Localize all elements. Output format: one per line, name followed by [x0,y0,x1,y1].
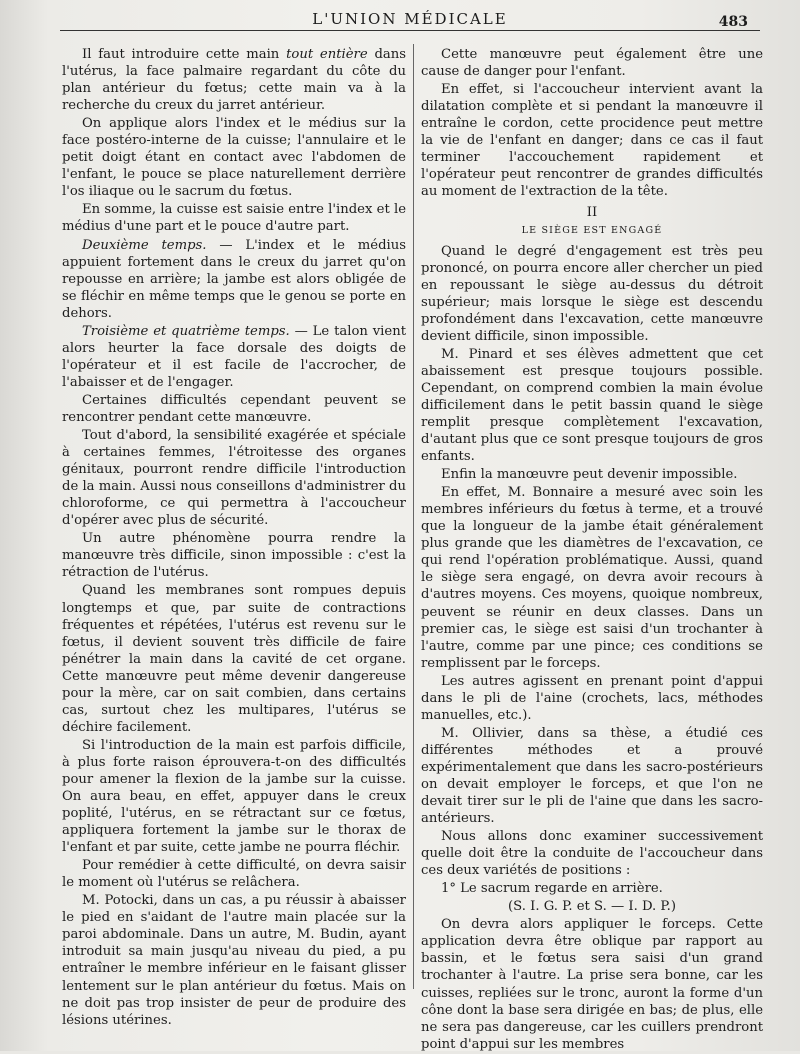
italic-text: Troisième et quatrième temps. [82,323,290,339]
paragraph: Quand les membranes sont rompues depuis longtemps et que, par suite de contractions fréquentes et répétées, l'utérus est revenu sur le fœtus, il devient souvent très difficile de faire pénétrer la main dans la cavité de cet organe. Cette manœuvre peut même devenir dangereuse pour la mère, car on sait combien, dans certains cas, surtout chez les multipares, l'utérus se déchire facilement. [62,583,406,735]
paragraph-text: — Le talon vient alors heurter la face dorsale des doigts de l'opérateur et il est facile de l'accrocher, de l'abaisser et de l'engager. [62,323,406,390]
italic-text: tout entière [286,47,368,62]
paragraph: Cette manœuvre peut également être une cause de danger pour l'enfant. [421,47,763,80]
paragraph: Un autre phénomène pourra rendre la manœuvre très difficile, sinon impossible : c'est la rétraction de l'utérus. [62,531,406,581]
journal-title: L'UNION MÉDICALE [312,10,508,28]
paragraph-text: — L'index et le médius appuient fortement dans le creux du jarret qu'on repousse en arrière; la jambe est alors obligée de se fléchir en même temps que le genou se porte en dehors. [62,237,407,321]
paragraph: On devra alors appliquer le forceps. Cette application devra être oblique par rapport au bassin, et le fœtus sera saisi d'un grand trochanter à l'autre. La prise sera bonne, car les cuisses, repliées sur le tronc, auront la forme d'un cône dont la base sera dirigée en bas; de plus, elle ne sera pas dangereuse, car les cuillers prendront point d'appui sur les membres [421,917,763,1052]
paragraph: En effet, M. Bonnaire a mesuré avec soin les membres inférieurs du fœtus à terme, et a trouvé que la longueur de la jambe était généralement plus grande que les diamètres de l'excavation, ce qui rend l'opération problématique. Aussi, quand le siège sera engagé, on devra avoir recours à d'autres moyens. Ces moyens, quoique nombreux, peuvent se réunir en deux classes. Dans un premier cas, le siège est saisi d'un trochanter à l'autre, comme par une pince; ces conditions se remplissent par le forceps. [421,485,763,671]
italic-text: Deuxième temps. [82,237,207,253]
column-divider [413,44,414,989]
paragraph: Enfin la manœuvre peut devenir impossible. [441,467,738,483]
section-title: LE SIÈGE EST ENGAGÉ [521,225,663,237]
paragraph: M. Pinard et ses élèves admettent que cet abaissement est presque toujours possible. Cependant, on comprend combien la main évolue difficilement dans le petit bassin quand le siège remplit presque complètement l'excavation, d'autant plus que ce sont presque toujours de gros enfants. [421,346,763,465]
paragraph: 1° Le sacrum regarde en arrière. [441,881,663,897]
formula-line: (S. I. G. P. et S. — I. D. P.) [508,899,676,915]
paragraph: Si l'introduction de la main est parfois difficile, à plus forte raison éprouvera-t-on des difficultés pour amener la flexion de la jambe sur la cuisse. On aura beau, en effet, appuyer dans le creux poplité, l'utérus, en se rétractant sur ce fœtus, appliquera fortement la jambe sur le thorax de l'enfant et par suite, cette jambe ne pourra fléchir. [62,737,406,856]
paragraph: Quand le degré d'engagement est très peu prononcé, on pourra encore aller chercher un pied en repoussant le siège au-dessus du détroit supérieur; mais lorsque le siège est descendu profondément dans l'excavation, cette manœuvre devient difficile, sinon impossible. [421,243,763,344]
paragraph: Certaines difficultés cependant peuvent se rencontrer pendant cette manœuvre. [62,392,406,425]
page-number: 483 [718,14,748,30]
paragraph: M. Ollivier, dans sa thèse, a étudié ces différentes méthodes et a prouvé expérimentalement que dans les sacro-postérieurs on devait employer le forceps, et que l'on ne devait tirer sur le pli de l'aine que dans les sacro-antérieurs. [421,725,763,827]
right-column [421,46,763,1054]
paragraph-text: dans l'utérus, la face palmaire regardant du côte du plan antérieur du fœtus; cette main va à la recherche du creux du jarret antérieur. [62,47,407,114]
paragraph: En somme, la cuisse est saisie entre l'index et le médius d'une part et le pouce d'autre part. [62,202,406,235]
section-num: II [586,205,598,221]
paragraph [62,46,406,114]
page-header [60,8,760,31]
paragraph: Tout d'abord, la sensibilité exagérée et spéciale à certaines femmes, l'étroitesse des organes génitaux, pourront rendre difficile l'introduction de la main. Aussi nous conseillons d'administrer du chloroforme, ce qui permettra à l'accoucheur d'opérer avec plus de sécurité. [62,428,406,529]
paragraph: Nous allons donc examiner successivement quelle doit être la conduite de l'accoucheur dans ces deux variétés de positions : [421,829,763,879]
paragraph [62,237,406,322]
paragraph [62,323,406,391]
paragraph: En effet, si l'accoucheur intervient avant la dilatation complète et si pendant la manœuvre il entraîne le cordon, cette procidence peut mettre la vie de l'enfant en danger; dans ce cas il faut terminer l'accouchement rapidement et l'opérateur peut rencontrer de grandes difficultés au moment de l'extraction de la tête. [421,82,763,200]
paragraph: Les autres agissent en prenant point d'appui dans le pli de l'aine (crochets, lacs, méthodes manuelles, etc.). [421,673,763,723]
paragraph: On applique alors l'index et le médius sur la face postéro-interne de la cuisse; l'annulaire et le petit doigt étant en contact avec l'abdomen de l'enfant, le pouce se place naturellement derrière l'os iliaque ou le sacrum du fœtus. [62,116,406,200]
left-column [62,46,406,1030]
paragraph: M. Potocki, dans un cas, a pu réussir à abaisser le pied en s'aidant de l'autre main placée sur la paroi abdominale. Dans un autre, M. Budin, ayant introduit sa main jusqu'au niveau du pied, a pu entraîner le membre inférieur en le faisant glisser lentement sur le plan antérieur du fœtus. Mais on ne doit pas trop insister de peur de produire des lésions utérines. [62,893,406,1028]
paragraph: Pour remédier à cette difficulté, on devra saisir le moment où l'utérus se relâchera. [62,858,406,891]
paragraph-text: Il faut introduire cette main [82,47,287,62]
